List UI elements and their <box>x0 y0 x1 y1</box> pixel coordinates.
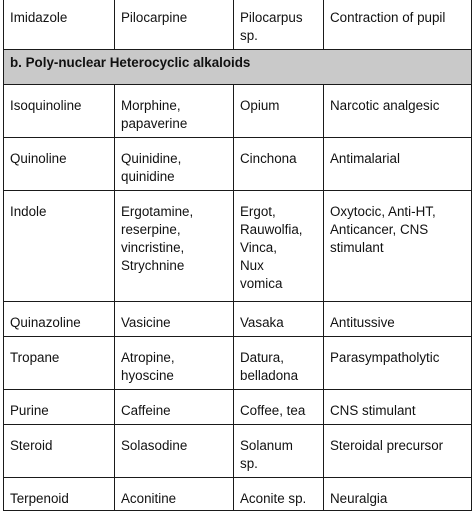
source-cell: Cinchona <box>234 138 324 191</box>
alkaloid-cell: Morphine, papaverine <box>115 85 234 138</box>
nucleus-cell: Purine <box>4 390 115 425</box>
use-cell: Antitussive <box>324 302 472 337</box>
section-heading-row <box>4 50 472 85</box>
nucleus-cell: Steroid <box>4 425 115 478</box>
nucleus-cell: Imidazole <box>4 0 115 50</box>
nucleus-cell: Quinazoline <box>4 302 115 337</box>
nucleus-cell: Tropane <box>4 337 115 390</box>
table-row <box>4 390 472 425</box>
alkaloid-cell: Ergotamine, reserpine, vincristine, Strychnine <box>115 191 234 302</box>
section-heading: b. Poly-nuclear Heterocyclic alkaloids <box>4 50 472 85</box>
alkaloid-cell: Vasicine <box>115 302 234 337</box>
alkaloid-cell: Quinidine, quinidine <box>115 138 234 191</box>
use-cell: Neuralgia <box>324 478 472 511</box>
use-cell: Narcotic analgesic <box>324 85 472 138</box>
nucleus-cell: Terpenoid <box>4 478 115 511</box>
nucleus-cell: Indole <box>4 191 115 302</box>
table-row <box>4 191 472 302</box>
use-cell: Contraction of pupil <box>324 0 472 50</box>
source-cell: Ergot, Rauwolfia, Vinca, Nux vomica <box>234 191 324 302</box>
alkaloid-table <box>3 0 472 511</box>
use-cell: Oxytocic, Anti-HT, Anticancer, CNS stimulant <box>324 191 472 302</box>
alkaloid-cell: Solasodine <box>115 425 234 478</box>
alkaloid-cell: Aconitine <box>115 478 234 511</box>
table-row <box>4 138 472 191</box>
use-cell: Antimalarial <box>324 138 472 191</box>
alkaloid-cell: Pilocarpine <box>115 0 234 50</box>
source-cell: Opium <box>234 85 324 138</box>
table-row <box>4 0 472 50</box>
source-cell: Vasaka <box>234 302 324 337</box>
table-row <box>4 302 472 337</box>
use-cell: Steroidal precursor <box>324 425 472 478</box>
table-row <box>4 337 472 390</box>
source-cell: Datura, belladona <box>234 337 324 390</box>
nucleus-cell: Quinoline <box>4 138 115 191</box>
alkaloid-cell: Caffeine <box>115 390 234 425</box>
source-cell: Coffee, tea <box>234 390 324 425</box>
use-cell: CNS stimulant <box>324 390 472 425</box>
source-cell: Solanum sp. <box>234 425 324 478</box>
use-cell: Parasympatholytic <box>324 337 472 390</box>
table-row <box>4 425 472 478</box>
alkaloid-cell: Atropine, hyoscine <box>115 337 234 390</box>
table-row <box>4 478 472 511</box>
table-row <box>4 85 472 138</box>
source-cell: Pilocarpus sp. <box>234 0 324 50</box>
nucleus-cell: Isoquinoline <box>4 85 115 138</box>
source-cell: Aconite sp. <box>234 478 324 511</box>
